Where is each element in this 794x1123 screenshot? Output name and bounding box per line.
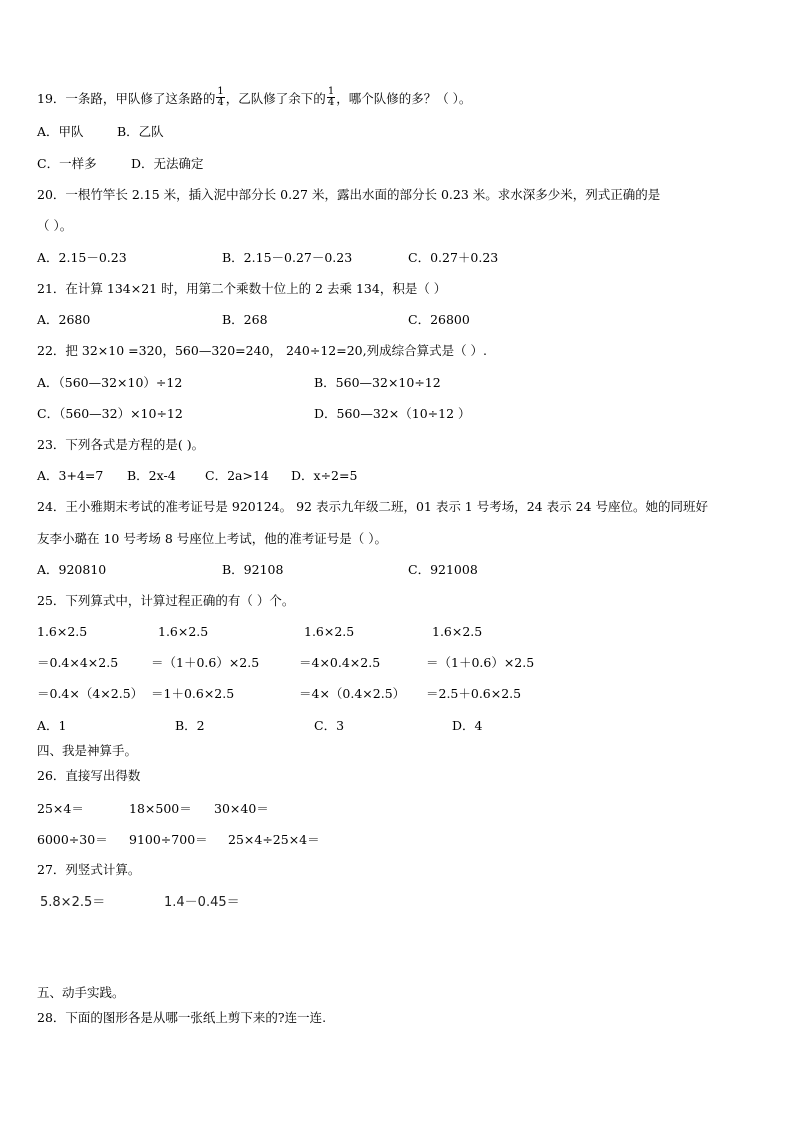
- q21-option-c: C．26800: [408, 312, 470, 327]
- q25-calc-1-row-2: ＝0.4×4×2.5: [37, 655, 119, 670]
- q22-option-a: A．（560—32×10）÷12: [37, 375, 183, 390]
- q25-calc-1-row-1: 1.6×2.5: [37, 624, 88, 639]
- q25-option-a: A．1: [37, 718, 67, 733]
- question-26: 26．直接写出得数: [37, 768, 141, 783]
- q24-option-c: C．921008: [408, 562, 478, 577]
- q19-option-c: C．一样多: [37, 156, 97, 171]
- question-20: 20．一根竹竿长 2.15 米，插入泥中部分长 0.27 米，露出水面的部分长 0.23 米。求水深多少米，列式正确的是: [37, 187, 661, 202]
- q26-item-6: 25×4÷25×4＝: [228, 832, 320, 847]
- q23-option-b: B．2x-4: [127, 468, 176, 483]
- q25-option-d: D．4: [452, 718, 483, 733]
- q22-option-b: B．560—32×10÷12: [314, 375, 441, 390]
- q25-calc-3-row-3: ＝4×（0.4×2.5）: [299, 686, 406, 701]
- q20-option-a: A．2.15－0.23: [37, 250, 127, 265]
- q23-option-d: D．x÷2=5: [291, 468, 358, 483]
- question-28: 28．下面的图形各是从哪一张纸上剪下来的?连一连.: [37, 1010, 327, 1025]
- q25-calc-4-row-2: ＝（1＋0.6）×2.5: [426, 655, 535, 670]
- q25-option-c: C．3: [314, 718, 345, 733]
- question-25: 25．下列算式中，计算过程正确的有（ ）个。: [37, 593, 295, 608]
- question-24-cont: 友李小璐在 10 号考场 8 号座位上考试，他的准考证号是（ ）。: [37, 531, 387, 546]
- q23-option-a: A．3+4=7: [37, 468, 104, 483]
- q27-item-2: 1.4－0.45＝: [164, 895, 240, 910]
- q21-option-b: B．268: [222, 312, 268, 327]
- fraction-one-quarter: $\frac{1}{4}$: [217, 86, 224, 108]
- q19-option-a: A．甲队: [37, 124, 84, 139]
- q25-calc-2-row-2: ＝（1＋0.6）×2.5: [151, 655, 260, 670]
- question-22: 22．把 32×10 =320，560—320=240， 240÷12=20,列成综合算式是（ ）.: [37, 343, 488, 358]
- q26-item-5: 9100÷700＝: [129, 832, 208, 847]
- section-heading-5: 五、动手实践。: [37, 985, 125, 1000]
- q26-item-1: 25×4＝: [37, 801, 84, 816]
- q25-calc-4-row-1: 1.6×2.5: [432, 624, 483, 639]
- q19-text-part2: ，乙队修了余下的: [225, 91, 326, 106]
- q22-option-c: C．（560—32）×10÷12: [37, 406, 183, 421]
- question-23: 23．下列各式是方程的是( )。: [37, 437, 205, 452]
- q23-option-c: C．2a>14: [205, 468, 269, 483]
- q25-option-b: B．2: [175, 718, 205, 733]
- q25-calc-2-row-1: 1.6×2.5: [158, 624, 209, 639]
- question-19: [37, 86, 472, 110]
- question-20-cont: （ ）。: [37, 218, 73, 233]
- q24-option-b: B．92108: [222, 562, 284, 577]
- q25-calc-3-row-1: 1.6×2.5: [304, 624, 355, 639]
- q25-calc-3-row-2: ＝4×0.4×2.5: [299, 655, 381, 670]
- q26-item-4: 6000÷30＝: [37, 832, 108, 847]
- q20-option-b: B．2.15－0.27－0.23: [222, 250, 353, 265]
- q24-option-a: A．920810: [37, 562, 107, 577]
- q26-item-3: 30×40＝: [214, 801, 269, 816]
- q21-option-a: A．2680: [37, 312, 91, 327]
- q22-option-d: D．560—32×（10÷12 ）: [314, 406, 471, 421]
- q27-item-1: 5.8×2.5＝: [40, 895, 106, 910]
- question-27: 27．列竖式计算。: [37, 862, 141, 877]
- q25-calc-2-row-3: ＝1＋0.6×2.5: [151, 686, 235, 701]
- q19-option-b: B．乙队: [117, 124, 164, 139]
- section-heading-4: 四、我是神算手。: [37, 743, 138, 758]
- q20-option-c: C．0.27＋0.23: [408, 250, 499, 265]
- question-21: 21．在计算 134×21 时，用第二个乘数十位上的 2 去乘 134，积是（ ）: [37, 281, 447, 296]
- fraction-one-quarter-2: $\frac{1}{4}$: [327, 86, 335, 108]
- q19-text-part3: ，哪个队修的多？（ ）。: [336, 91, 472, 106]
- q25-calc-4-row-3: ＝2.5＋0.6×2.5: [426, 686, 522, 701]
- question-24: 24．王小雅期末考试的准考证号是 920124。 92 表示九年级二班，01 表示 1 号考场，24 表示 24 号座位。她的同班好: [37, 499, 708, 514]
- q26-item-2: 18×500＝: [129, 801, 192, 816]
- q25-calc-1-row-3: ＝0.4×（4×2.5）: [37, 686, 144, 701]
- q19-option-d: D．无法确定: [131, 156, 204, 171]
- q19-text-part1: 19．一条路，甲队修了这条路的: [37, 91, 216, 106]
